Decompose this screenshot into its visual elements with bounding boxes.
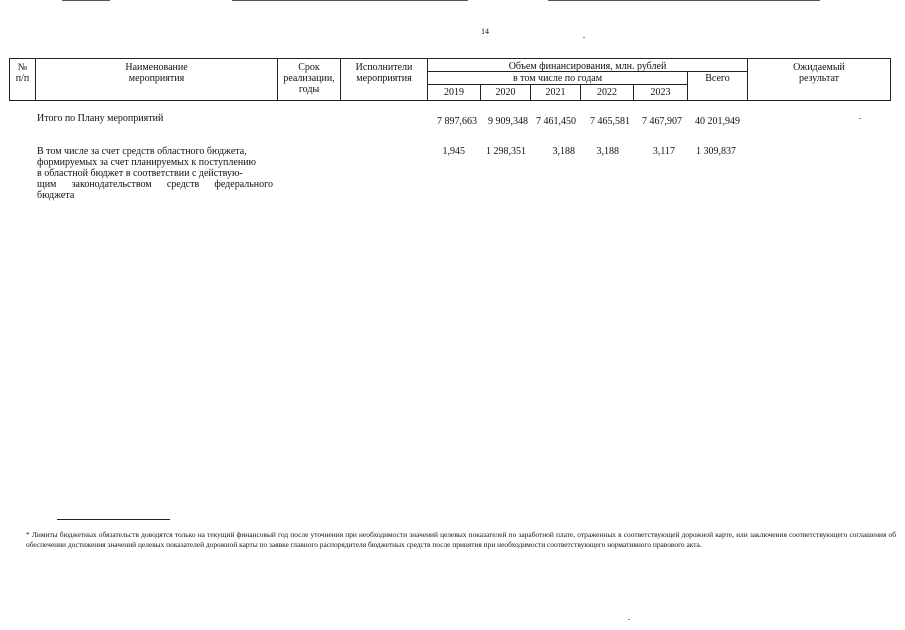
header-name xyxy=(36,62,277,84)
header-year: 2022 xyxy=(597,87,617,98)
header-term xyxy=(278,62,340,95)
table-cell-total: 1 309,837 xyxy=(696,146,736,157)
page-number: 14 xyxy=(481,27,489,36)
years-subheader-line xyxy=(427,84,687,85)
table-cell-value: 7 461,450 xyxy=(536,116,576,127)
header-executors xyxy=(341,62,427,84)
row-label-total-plan: Итого по Плану мероприятий xyxy=(37,113,164,124)
row-label-line: формируемых за счет планируемых к поступлению xyxy=(37,157,256,168)
header-executors-line: мероприятия xyxy=(356,73,412,84)
table-cell-value: 3,188 xyxy=(596,146,619,157)
scan-speck xyxy=(583,37,585,38)
table-cell-value: 7 897,663 xyxy=(437,116,477,127)
table-cell-value: 7 467,907 xyxy=(642,116,682,127)
header-num xyxy=(9,62,36,84)
header-year: 2020 xyxy=(495,87,516,98)
row-label-line: В том числе за счет средств областного бюджета, xyxy=(37,146,247,157)
scan-speck xyxy=(859,118,861,119)
table-cell-value: 1 298,351 xyxy=(486,146,526,157)
row-label-line: в областной бюджет в соответствии с действую- xyxy=(37,168,243,179)
top-edge-line xyxy=(548,0,820,1)
table-cell-value: 9 909,348 xyxy=(488,116,528,127)
header-term-line: Срок xyxy=(298,62,320,73)
header-year: 2019 xyxy=(444,87,464,98)
table-right-border xyxy=(890,58,891,101)
row-label-line: бюджета xyxy=(37,190,75,201)
footnote-separator xyxy=(57,519,170,520)
header-num-line: п/п xyxy=(15,73,30,84)
header-executors-line: Исполнители xyxy=(355,62,413,73)
header-term-line: годы xyxy=(298,84,320,95)
table-header-bottom-border xyxy=(9,100,891,101)
header-year: 2023 xyxy=(650,87,671,98)
header-funding: Объем финансирования, млн. рублей xyxy=(508,61,667,72)
footnote-text: * Лимиты бюджетных обязательств доводятся только на текущий финансовый год после уточнения при необходимости значений целевых показателей по заработной плате, отраженных в соответствующей дорожной карте, или заключения соответствующего соглашения об обеспечении достижения значений целевых показателей дорожной карты по заявке главного распорядителя бюджетных средств после принятия при необходимости соответствующего нормативного правового акта. xyxy=(26,530,896,549)
header-by-years: в том числе по годам xyxy=(512,73,603,84)
header-name-line: мероприятия xyxy=(128,73,185,84)
top-edge-line xyxy=(232,0,468,1)
header-result-line: Ожидаемый xyxy=(793,62,845,73)
table-cell-value: 3,117 xyxy=(652,146,675,157)
header-name-line: Наименование xyxy=(125,62,188,73)
row-label-regional-budget xyxy=(37,146,273,201)
header-result xyxy=(748,62,890,84)
top-edge-line xyxy=(62,0,110,1)
header-total: Всего xyxy=(705,73,730,84)
scan-speck xyxy=(628,619,630,620)
table-cell-value: 7 465,581 xyxy=(590,116,630,127)
header-term-line: реализации, xyxy=(283,73,335,84)
header-result-line: результат xyxy=(798,73,840,84)
table-cell-value: 1,945 xyxy=(442,146,465,157)
header-year: 2021 xyxy=(545,87,566,98)
table-top-border xyxy=(9,58,891,59)
header-num-line: № xyxy=(17,62,28,73)
table-cell-total: 40 201,949 xyxy=(695,116,740,127)
table-cell-value: 3,188 xyxy=(552,146,575,157)
row-label-line: щим законодательством средств федерального xyxy=(37,179,273,190)
